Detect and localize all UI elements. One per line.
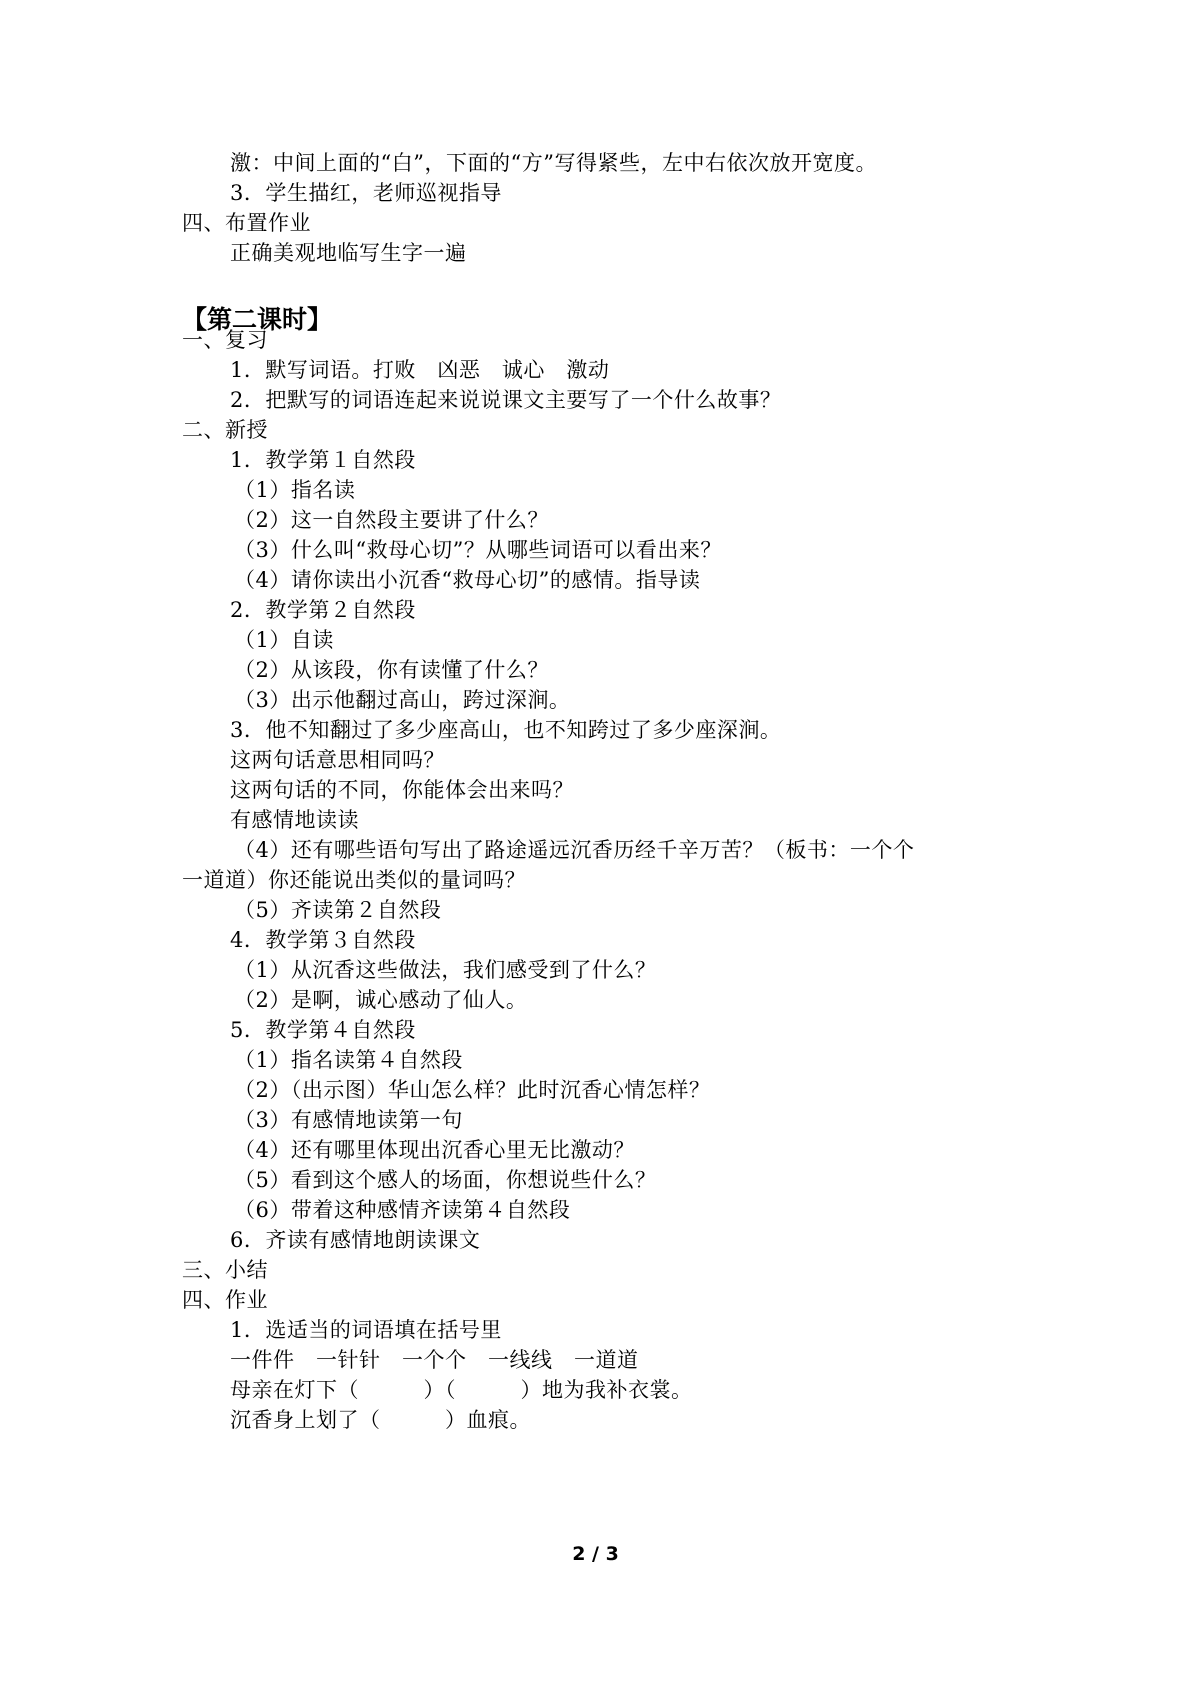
text-line: （2）（出示图）华山怎么样？此时沉香心情怎样？ [234,1078,711,1102]
text-line: 2．教学第２自然段 [230,598,416,622]
text-line: 3．学生描红，老师巡视指导 [230,181,502,205]
section-label: 四、布置作业 [182,211,311,235]
text-line: 一件件 一针针 一个个 一线线 一道道 [230,1348,639,1372]
text-line: 3．他不知翻过了多少座高山，也不知跨过了多少座深涧。 [230,718,782,742]
text-line: （1）从沉香这些做法，我们感受到了什么？ [234,958,657,982]
text-line: （5）齐读第２自然段 [234,898,442,922]
text-line: 母亲在灯下（ ）（ ）地为我补衣裳。 [230,1378,693,1402]
text-line: 1．选适当的词语填在括号里 [230,1318,502,1342]
text-line: 6．齐读有感情地朗读课文 [230,1228,481,1252]
text-line: （2）从该段，你有读懂了什么？ [234,658,549,682]
text-line: 4．教学第３自然段 [230,928,416,952]
text-line: （1）自读 [234,628,334,652]
section-heading: 【第二课时】 [182,305,333,334]
text-line: 这两句话的不同，你能体会出来吗？ [230,778,574,802]
text-line: 5．教学第４自然段 [230,1018,416,1042]
text-line: 1．教学第１自然段 [230,448,416,472]
text-line: 沉香身上划了（ ）血痕。 [230,1408,531,1432]
text-line: 有感情地读读 [230,808,359,832]
text-line: 2．把默写的词语连起来说说课文主要写了一个什么故事？ [230,388,782,412]
text-line: （3）有感情地读第一句 [234,1108,463,1132]
text-line: （1）指名读第４自然段 [234,1048,463,1072]
text-line: 一道道）你还能说出类似的量词吗？ [182,868,526,892]
section-label: 三、小结 [182,1258,268,1282]
text-line: （3）什么叫“救母心切”？从哪些词语可以看出来？ [234,538,722,562]
section-label: 一、复习 [182,328,268,352]
text-line: （3）出示他翻过高山，跨过深涧。 [234,688,571,712]
text-line: （1）指名读 [234,478,356,502]
text-line: （4）还有哪里体现出沉香心里无比激动？ [234,1138,635,1162]
section-label: 二、新授 [182,418,268,442]
text-line: （5）看到这个感人的场面，你想说些什么？ [234,1168,657,1192]
text-line: （4）请你读出小沉香“救母心切”的感情。指导读 [234,568,701,592]
text-line: 1．默写词语。打败 凶恶 诚心 激动 [230,358,610,382]
section-label: 四、作业 [182,1288,268,1312]
text-line: 正确美观地临写生字一遍 [230,241,467,265]
text-line: （4）还有哪些语句写出了路途遥远沉香历经千辛万苦？（板书：一个个 [234,838,915,862]
text-line: （2）是啊，诚心感动了仙人。 [234,988,528,1012]
page-number: 2 / 3 [572,1543,619,1565]
text-line: （6）带着这种感情齐读第４自然段 [234,1198,571,1222]
text-line: 这两句话意思相同吗？ [230,748,445,772]
text-line: （2）这一自然段主要讲了什么？ [234,508,549,532]
text-line: 激：中间上面的“白”，下面的“方”写得紧些，左中右依次放开宽度。 [230,151,877,175]
